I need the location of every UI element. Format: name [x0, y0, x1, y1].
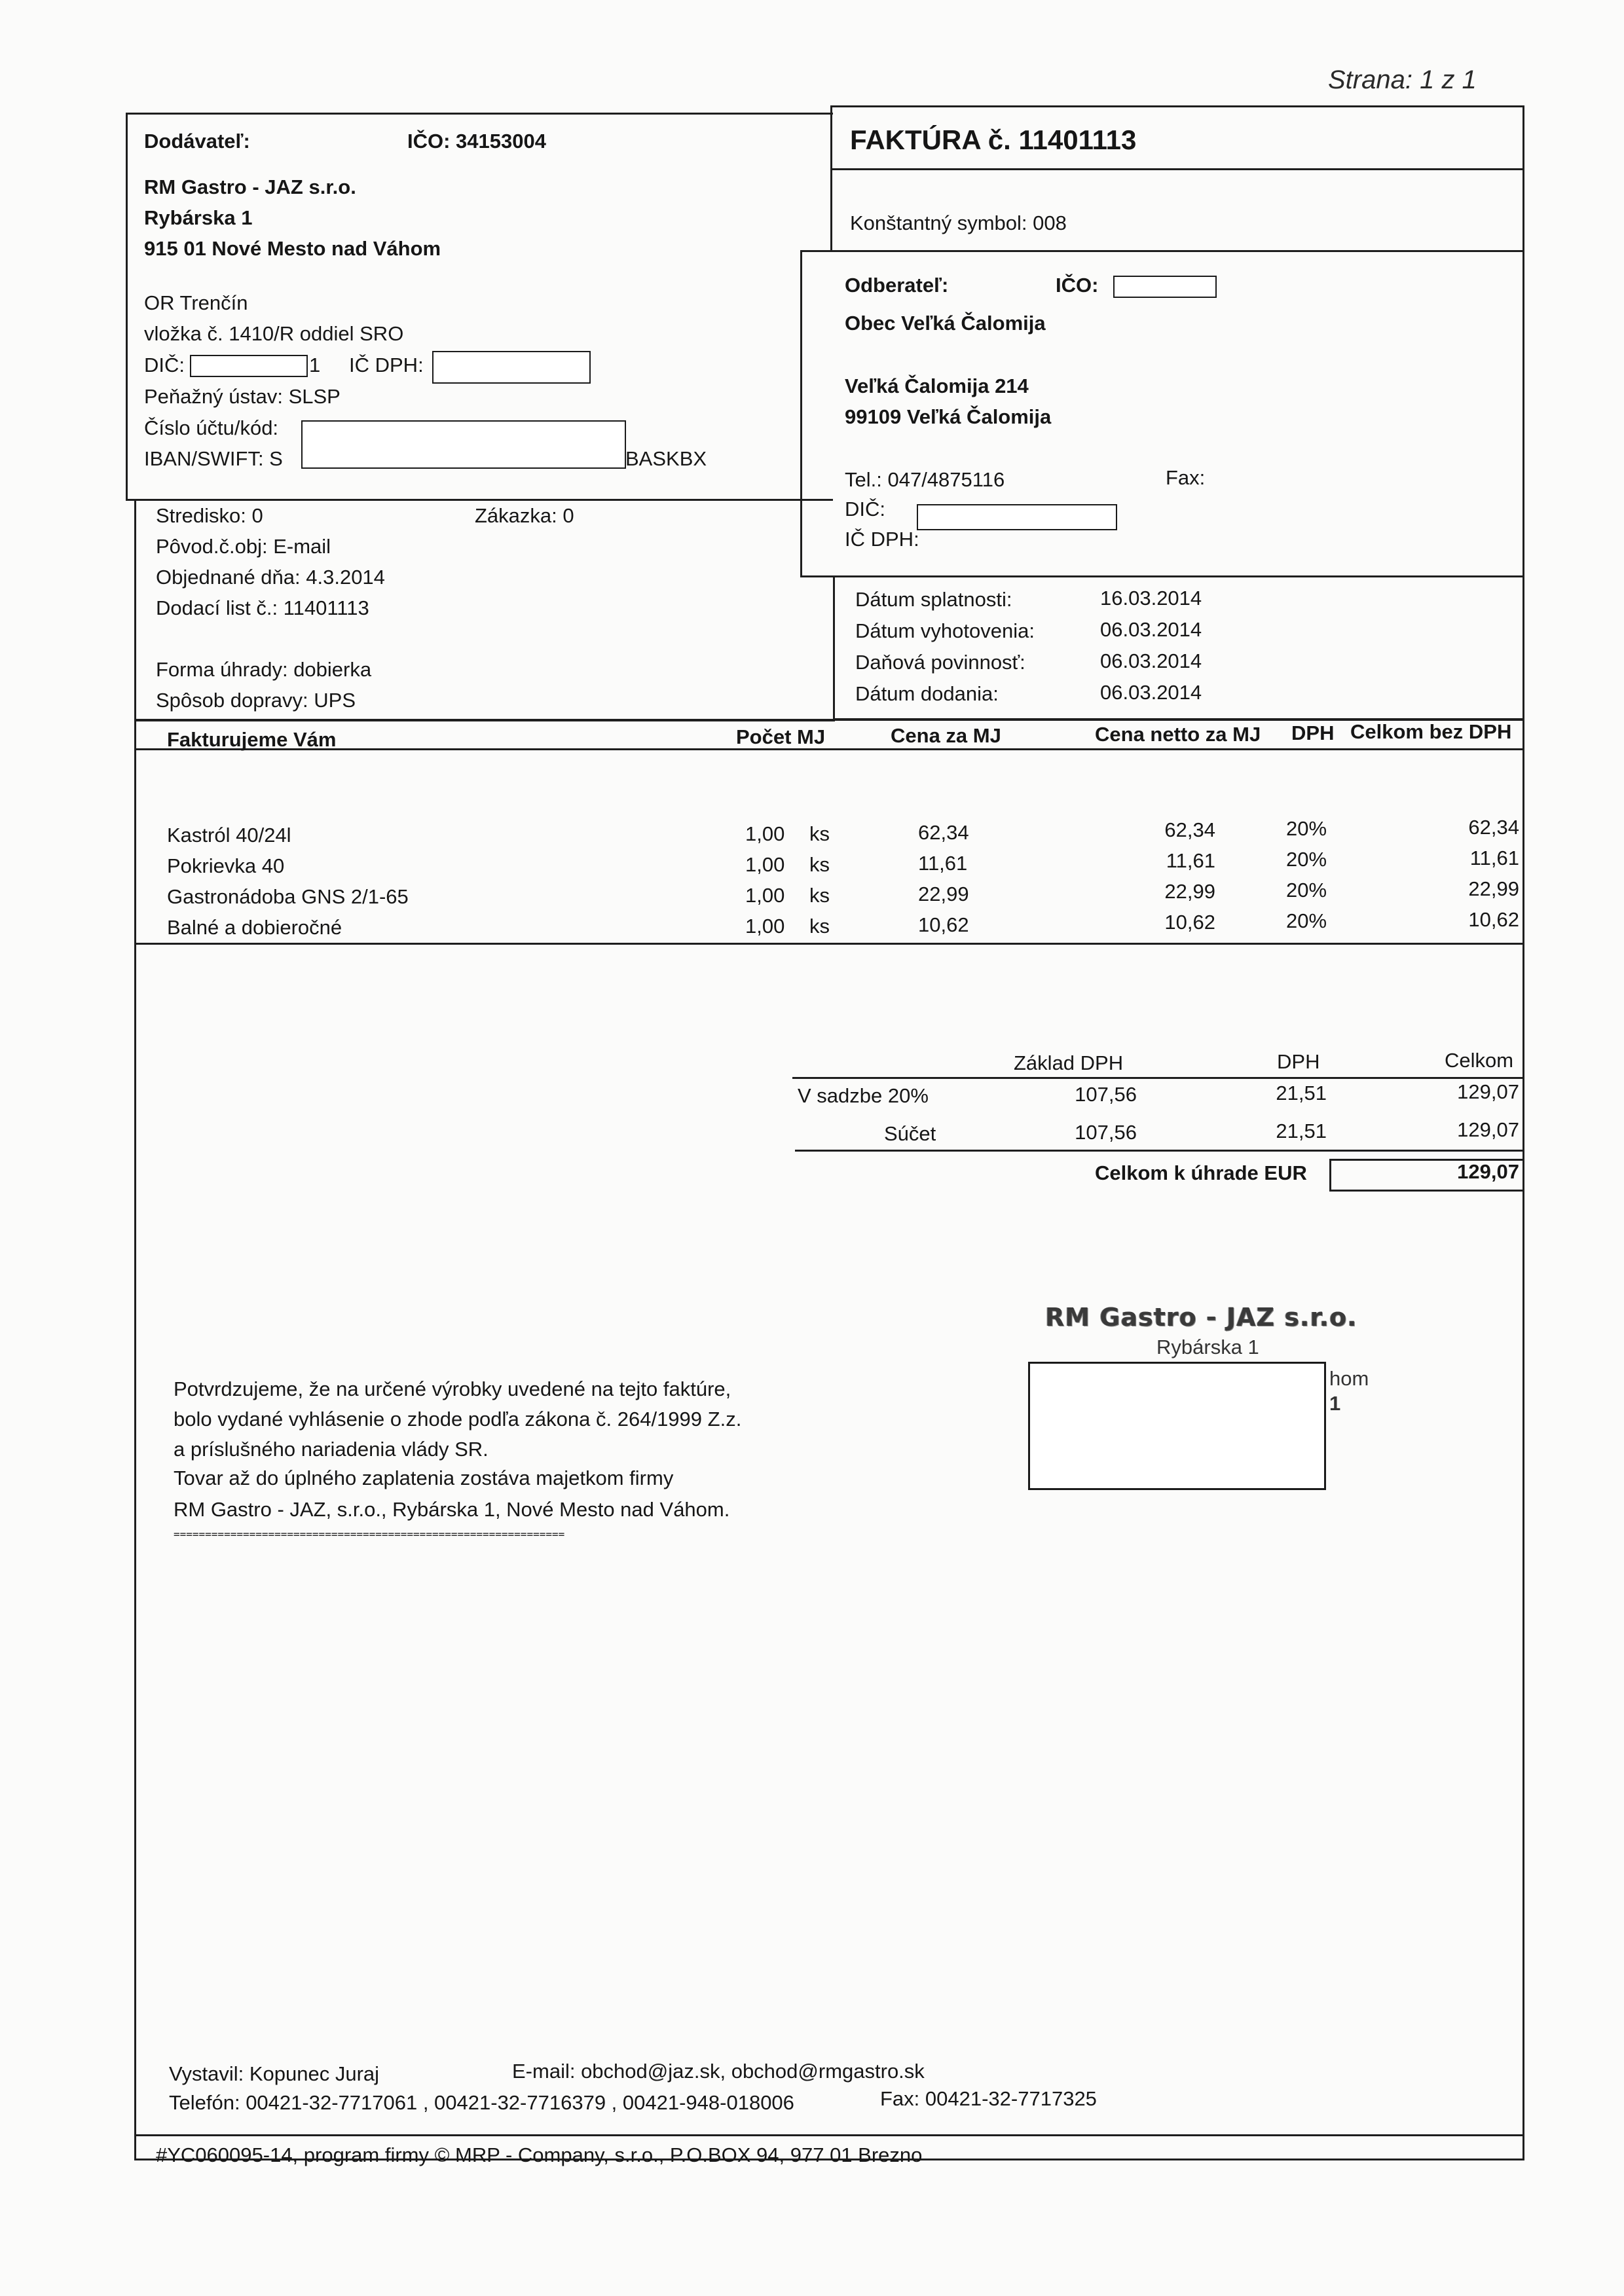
supplier-register-court: OR Trenčín [144, 291, 248, 314]
stamp-company: RM Gastro - JAZ s.r.o. [1045, 1303, 1357, 1332]
customer-fax: Fax: [1166, 466, 1206, 489]
supplier-name: RM Gastro - JAZ s.r.o. [144, 175, 356, 198]
summary-header-total: Celkom [1445, 1049, 1514, 1072]
summary-sum-vat: 21,51 [1276, 1120, 1327, 1142]
date-value-issued: 06.03.2014 [1100, 618, 1202, 641]
contact-email: E-mail: obchod@jaz.sk, obchod@rmgastro.sk [512, 2060, 925, 2083]
summary-sum-base: 107,56 [1075, 1121, 1137, 1144]
order-delivery-note: Dodací list č.: 11401113 [156, 596, 369, 619]
customer-street: Veľká Čalomija 214 [845, 374, 1029, 397]
supplier-bank: Peňažný ústav: SLSP [144, 385, 341, 408]
table-row-vat: 20% [1286, 848, 1327, 871]
customer-name: Obec Veľká Čalomija [845, 312, 1046, 335]
date-label-due: Dátum splatnosti: [855, 588, 1012, 611]
table-row-unit-price: 10,62 [918, 913, 969, 936]
amount-due-value: 129,07 [1457, 1160, 1519, 1183]
summary-sum-total: 129,07 [1457, 1118, 1519, 1141]
date-label-delivery: Dátum dodania: [855, 682, 999, 705]
col-header-net-price: Cena netto za MJ [1095, 723, 1261, 746]
table-row-description: Balné a dobieročné [167, 916, 342, 939]
table-row-total: 11,61 [1469, 847, 1519, 869]
col-header-vat: DPH [1291, 721, 1335, 744]
date-label-issued: Dátum vyhotovenia: [855, 619, 1035, 642]
summary-header-base: Základ DPH [1014, 1051, 1124, 1074]
supplier-iban-label: IBAN/SWIFT: S [144, 447, 283, 470]
summary-rate-base: 107,56 [1075, 1083, 1137, 1106]
table-row-vat: 20% [1286, 817, 1327, 840]
customer-ico-label: IČO: [1056, 274, 1099, 297]
order-shipping: Spôsob dopravy: UPS [156, 689, 356, 712]
redacted-supplier-ic-dph [432, 351, 591, 384]
table-row-total: 62,34 [1468, 816, 1519, 839]
table-row-vat: 20% [1286, 879, 1327, 902]
table-row-vat: 20% [1286, 909, 1327, 932]
redacted-stamp-area [1028, 1362, 1326, 1490]
table-row-unit: ks [809, 822, 830, 845]
date-value-due: 16.03.2014 [1100, 587, 1202, 610]
summary-header-vat: DPH [1277, 1050, 1320, 1073]
supplier-account-label: Číslo účtu/kód: [144, 416, 279, 439]
table-row-description: Pokrievka 40 [167, 854, 285, 877]
redacted-customer-dic [917, 504, 1117, 530]
summary-rate-label: V sadzbe 20% [798, 1084, 929, 1107]
customer-city: 99109 Veľká Čalomija [845, 405, 1052, 428]
page-number: Strana: 1 z 1 [1328, 65, 1477, 94]
supplier-dic-tail: 1 [309, 354, 321, 376]
order-ordered-date: Objednané dňa: 4.3.2014 [156, 566, 385, 589]
customer-dic-label: DIČ: [845, 498, 885, 520]
order-origin: Pôvod.č.obj: E-mail [156, 535, 331, 558]
supplier-ic-dph-label: IČ DPH: [349, 354, 424, 376]
date-value-tax: 06.03.2014 [1100, 649, 1202, 672]
col-header-qty: Počet MJ [736, 725, 826, 748]
col-header-unit-price: Cena za MJ [891, 724, 1001, 747]
table-row-qty: 1,00 [745, 884, 785, 907]
col-header-total: Celkom bez DPH [1350, 720, 1512, 743]
table-row-net-price: 22,99 [1164, 880, 1215, 903]
redacted-supplier-iban [301, 420, 626, 469]
supplier-dic-label: DIČ: [144, 354, 185, 376]
summary-sum-line [795, 1150, 1524, 1152]
supplier-register-entry: vložka č. 1410/R oddiel SRO [144, 322, 404, 345]
declaration-line-5: RM Gastro - JAZ, s.r.o., Rybárska 1, Nové Mesto nad Váhom. [174, 1498, 730, 1521]
constant-symbol: Konštantný symbol: 008 [850, 211, 1067, 234]
customer-tel: Tel.: 047/4875116 [845, 468, 1005, 491]
col-header-description: Fakturujeme Vám [167, 728, 337, 751]
stamp-street: Rybárska 1 [1156, 1336, 1259, 1358]
redacted-customer-ico [1113, 276, 1217, 298]
order-payment: Forma úhrady: dobierka [156, 658, 372, 681]
table-row-unit-price: 22,99 [918, 883, 969, 905]
table-row-net-price: 62,34 [1164, 818, 1215, 841]
table-row-unit: ks [809, 915, 830, 938]
software-note: #YC060095-14, program firmy © MRP - Company, s.r.o., P.O.BOX 94, 977 01 Brezno [156, 2143, 923, 2166]
contact-phone: Telefón: 00421-32-7717061 , 00421-32-7716379 , 00421-948-018006 [169, 2091, 794, 2114]
declaration-line-4: Tovar až do úplného zaplatenia zostáva majetkom firmy [174, 1467, 674, 1489]
table-row-net-price: 11,61 [1166, 849, 1215, 872]
redacted-supplier-dic [190, 355, 308, 377]
contact-fax: Fax: 00421-32-7717325 [880, 2087, 1097, 2110]
summary-header-line [792, 1077, 1524, 1079]
summary-sum-label: Súčet [884, 1122, 936, 1145]
table-row-unit: ks [809, 853, 830, 876]
declaration-line-3: a príslušného nariadenia vlády SR. [174, 1438, 489, 1461]
declaration-line-1: Potvrdzujeme, že na určené výrobky uvedené na tejto faktúre, [174, 1377, 731, 1400]
supplier-label: Dodávateľ: [144, 130, 250, 153]
footer-divider [134, 2134, 1524, 2136]
amount-due-label: Celkom k úhrade EUR [1095, 1161, 1307, 1184]
issued-by: Vystavil: Kopunec Juraj [169, 2062, 380, 2085]
declaration-line-2: bolo vydané vyhlásenie o zhode podľa zákona č. 264/1999 Z.z. [174, 1408, 742, 1430]
table-row-qty: 1,00 [745, 853, 785, 876]
invoice-title-divider [830, 168, 1524, 170]
table-row-qty: 1,00 [745, 915, 785, 938]
order-info-top-line [134, 499, 800, 501]
supplier-city: 915 01 Nové Mesto nad Váhom [144, 237, 441, 260]
summary-rate-vat: 21,51 [1276, 1082, 1327, 1104]
table-row-unit: ks [809, 884, 830, 907]
table-row-total: 10,62 [1468, 908, 1519, 931]
table-row-description: Kastról 40/24l [167, 824, 291, 847]
separator-line: ============================================================== [174, 1528, 565, 1540]
table-row-unit-price: 11,61 [918, 852, 968, 875]
table-row-total: 22,99 [1468, 877, 1519, 900]
customer-label: Odberateľ: [845, 274, 949, 297]
table-row-qty: 1,00 [745, 822, 785, 845]
supplier-iban-tail: BASKBX [625, 447, 707, 470]
order-contract: Zákazka: 0 [475, 504, 574, 527]
table-row-description: Gastronádoba GNS 2/1-65 [167, 885, 409, 908]
order-center: Stredisko: 0 [156, 504, 263, 527]
customer-ic-dph-label: IČ DPH: [845, 528, 919, 551]
date-value-delivery: 06.03.2014 [1100, 681, 1202, 704]
items-header-divider [134, 748, 1524, 750]
invoice-title: FAKTÚRA č. 11401113 [850, 124, 1137, 155]
stamp-fragment-1: hom [1329, 1367, 1369, 1390]
date-label-tax: Daňová povinnosť: [855, 651, 1025, 674]
summary-rate-total: 129,07 [1457, 1080, 1519, 1103]
supplier-ico: IČO: 34153004 [407, 130, 546, 153]
table-row-unit-price: 62,34 [918, 821, 969, 844]
stamp-fragment-2: 1 [1329, 1392, 1341, 1415]
table-row-net-price: 10,62 [1164, 911, 1215, 934]
supplier-street: Rybárska 1 [144, 206, 253, 229]
